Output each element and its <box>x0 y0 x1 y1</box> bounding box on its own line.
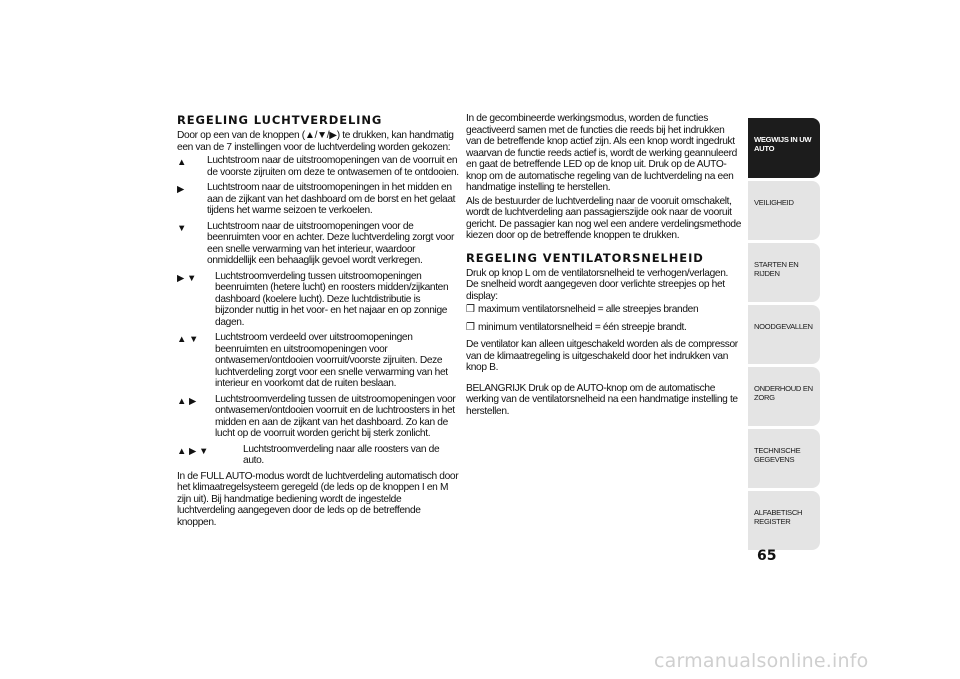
arrow-down-icon: ▼ <box>177 222 187 234</box>
distribution-item-text: Luchtstroomverdeling naar alle roosters van de auto. <box>243 443 440 466</box>
distribution-item <box>177 332 460 392</box>
arrow-up-right-down-icon: ▲ ▶ ▼ <box>177 445 209 457</box>
distribution-item-text: Luchtstroomverdeling tussen de uitstroomopeningen voor ontwasemen/ontdooien voorruit en de luchtroosters in het midden en aan de zijkant van het dashboard. Zo kan de lucht op de voorruit worden gericht bij sterk zonlicht. <box>215 393 456 439</box>
intro-text-after: ) te drukken, kan handmatig een van de 7 instellingen voor de luchtverdeling worden gekozen: <box>177 130 454 153</box>
tab-veiligheid[interactable]: VEILIGHEID <box>748 181 820 240</box>
tab-wegwijs-in-uw-auto[interactable]: WEGWIJS IN UW AUTO <box>748 118 820 178</box>
distribution-item <box>177 444 460 469</box>
intro-arrow-symbols: ▲/▼/▶ <box>304 130 337 141</box>
arrow-right-down-icon: ▶ ▼ <box>177 272 197 284</box>
distribution-item <box>177 221 460 269</box>
distribution-item-text: Luchtstroom naar de uitstroomopeningen voor de beenruimten voor en achter. Deze luchtverdeling zorgt voor een snelle verwarming van het interieur, waardoor onmiddellijk een behaaglijk gevoel wordt verkregen. <box>207 220 454 266</box>
combined-mode-paragraph: In de gecombineerde werkingsmodus, worden de functies geactiveerd samen met de functies die reeds bij het indrukken van de betreffende knop actief zijn. Als een knop wordt ingedrukt waarvan de functie reeds actief is, wordt de werking geannuleerd en gaat de betreffende LED op de knop uit. Druk op de AUTO-knop om de automatische regeling van de luchtverdeling na een handmatige instelling te herstellen. <box>466 113 737 193</box>
important-paragraph: BELANGRIJK Druk op de AUTO-knop om de automatische werking van de ventilatorsnelheid na een handmatige instelling te herstellen. <box>466 382 738 417</box>
intro-text-before: Door op een van de knoppen ( <box>177 130 305 141</box>
distribution-item-text: Luchtstroom naar de uitstroomopeningen in het midden en aan de zijkant van het dashboard om de borst en het gelaat tijdens het warme seizoen te verkoelen. <box>207 182 456 216</box>
distribution-item-text: Luchtstroom verdeeld over uitstroomopeningen beenruimten en uitstroomopeningen voor ontwasemen/ontdooien voorruit/voorste zijruiten. Deze luchtverdeling zorgt voor een snelle verwarming van het interieur en voorkomt dat de ruiten beslaan. <box>215 332 448 389</box>
right-column <box>466 113 742 419</box>
distribution-item <box>177 394 460 442</box>
page-number: 65 <box>757 548 777 564</box>
checkbox-bullet-icon: ❒ <box>466 304 475 315</box>
tab-starten-en-rijden[interactable]: STARTEN EN RIJDEN <box>748 243 820 302</box>
fan-speed-paragraph: Druk op knop L om de ventilatorsnelheid te verhogen/verlagen. De snelheid wordt aangegeven door verlichte streepjes op het display: <box>466 267 728 302</box>
section-heading-fan-speed: REGELING VENTILATORSNELHEID <box>466 250 704 265</box>
tab-noodgevallen[interactable]: NOODGEVALLEN <box>748 305 820 364</box>
tab-onderhoud-en-zorg[interactable]: ONDERHOUD EN ZORG <box>748 367 820 426</box>
arrow-up-icon: ▲ <box>177 157 187 168</box>
closing-paragraph: In de FULL AUTO-modus wordt de luchtverdeling automatisch door het klimaatregelsysteem geregeld (de leds op de knoppen I en M zijn uit). Bij handmatige bediening wordt de ingestelde luchtverdeling aangegeven door de leds op de betreffende knoppen. <box>177 470 459 528</box>
tab-alfabetisch-register[interactable]: ALFABETISCH REGISTER <box>748 491 820 550</box>
list-item-text: maximum ventilatorsnelheid = alle streepjes branden <box>478 304 699 315</box>
section-heading-air-distribution: REGELING LUCHTVERDELING <box>177 113 383 127</box>
distribution-item-text: Luchtstroom naar de uitstroomopeningen van de voorruit en de voorste zijruiten om deze te ontwasemen of te ontdooien. <box>207 155 459 178</box>
distribution-item <box>177 271 460 331</box>
tab-technische-gegevens[interactable]: TECHNISCHE GEGEVENS <box>748 429 820 488</box>
distribution-item <box>177 182 460 219</box>
list-item <box>466 322 742 336</box>
compressor-paragraph: De ventilator kan alleen uitgeschakeld worden als de compressor van de klimaatregeling is uitgeschakeld door het indrukken van knop B. <box>466 339 738 373</box>
chapter-sidebar <box>748 118 820 553</box>
list-item-text: minimum ventilatorsnelheid = één streepje brandt. <box>478 321 687 333</box>
arrow-up-down-icon: ▲ ▼ <box>177 334 199 345</box>
arrow-right-icon: ▶ <box>177 184 185 195</box>
checkbox-bullet-icon: ❒ <box>466 321 475 333</box>
distribution-item <box>177 155 460 180</box>
intro-paragraph <box>177 130 460 153</box>
driver-passenger-paragraph: Als de bestuurder de luchtverdeling naar de vooruit omschakelt, wordt de luchtverdeling aan passagierszijde ook naar de vooruit gericht. De passagier kan nog wel een andere verdelingsmethode kiezen door op de betreffende knoppen te drukken. <box>466 195 742 241</box>
left-column <box>177 113 460 530</box>
watermark: carmanualsonline.info <box>654 650 869 672</box>
arrow-up-right-icon: ▲ ▶ <box>177 395 197 407</box>
list-item <box>466 304 742 318</box>
distribution-item-text: Luchtstroomverdeling tussen uitstroomopeningen beenruimten (hetere lucht) en roosters midden/zijkanten dashboard (koelere lucht). Deze luchtdistributie is bijzonder nuttig in het voor- en het najaar en op zonnige dagen. <box>215 270 449 328</box>
